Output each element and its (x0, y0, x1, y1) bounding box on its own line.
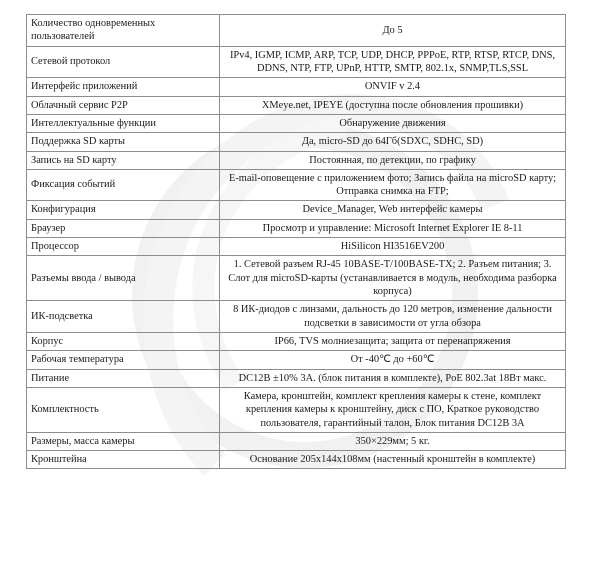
value-cell: IP66, TVS молниезащита; защита от перенапряжения (220, 332, 566, 350)
value-cell: Просмотр и управление: Microsoft Internet Explorer IE 8-11 (220, 219, 566, 237)
table-row (27, 114, 566, 132)
parameter-cell: Разъемы ввода / вывода (27, 256, 220, 301)
value-cell: E-mail-оповещение с приложением фото; Запись файла на microSD карту; Отправка снимка на FTP; (220, 169, 566, 201)
value-cell: IPv4, IGMP, ICMP, ARP, TCP, UDP, DHCP, PPPoE, RTP, RTSP, RTCP, DNS, DDNS, NTP, FTP, UPnP, HTTP, SMTP, 802.1x, SNMP,TLS,SSL (220, 46, 566, 78)
value-cell: Камера, кронштейн, комплект крепления камеры к стене, комплект крепления камеры к кронштейну, диск с ПО, Краткое руководство пользователя, гарантийный талон, Блок питания DC12B 3A (220, 387, 566, 432)
value-cell: Да, micro-SD до 64Гб(SDXC, SDHC, SD) (220, 133, 566, 151)
parameter-cell: Корпус (27, 332, 220, 350)
value-cell: XMeye.net, IPEYE (доступна после обновления прошивки) (220, 96, 566, 114)
parameter-cell: Браузер (27, 219, 220, 237)
table-row (27, 451, 566, 469)
value-cell: ONVIF v 2.4 (220, 78, 566, 96)
specification-table (26, 14, 566, 469)
value-cell: Постоянная, по детекции, по графику (220, 151, 566, 169)
value-cell: 1. Сетевой разъем RJ-45 10BASE-T/100BASE-TX; 2. Разъем питания; 3. Слот для microSD-карты (устанавливается в модуль, необходима разборка корпуса) (220, 256, 566, 301)
parameter-cell: Интеллектуальные функции (27, 114, 220, 132)
table-row (27, 78, 566, 96)
parameter-cell: Рабочая температура (27, 351, 220, 369)
table-row (27, 432, 566, 450)
table-row (27, 133, 566, 151)
table-row (27, 151, 566, 169)
table-row (27, 238, 566, 256)
parameter-cell: Облачный сервис P2P (27, 96, 220, 114)
value-cell: От -40℃ до +60℃ (220, 351, 566, 369)
value-cell: 8 ИК-диодов с линзами, дальность до 120 метров, изменение дальности подсветки в зависимости от угла обзора (220, 301, 566, 333)
table-row (27, 387, 566, 432)
parameter-cell: Процессор (27, 238, 220, 256)
parameter-cell: Кронштейна (27, 451, 220, 469)
value-cell: Обнаружение движения (220, 114, 566, 132)
value-cell: DC12B ±10% 3A. (блок питания в комплекте), PoE 802.3at 18Вт макс. (220, 369, 566, 387)
value-cell: Основание 205x144x108мм (настенный кронштейн в комплекте) (220, 451, 566, 469)
value-cell: HiSilicon HI3516EV200 (220, 238, 566, 256)
table-row (27, 332, 566, 350)
specification-table-body (27, 15, 566, 469)
parameter-cell: Сетевой протокол (27, 46, 220, 78)
parameter-cell: Комплектность (27, 387, 220, 432)
parameter-cell: Конфигурация (27, 201, 220, 219)
specification-table-container (26, 14, 566, 469)
parameter-cell: Размеры, масса камеры (27, 432, 220, 450)
value-cell: 350×229мм; 5 кг. (220, 432, 566, 450)
parameter-cell: Поддержка SD карты (27, 133, 220, 151)
table-row (27, 301, 566, 333)
parameter-cell: Количество одновременных пользователей (27, 15, 220, 47)
parameter-cell: ИК-подсветка (27, 301, 220, 333)
table-row (27, 169, 566, 201)
table-row (27, 351, 566, 369)
table-row (27, 15, 566, 47)
table-row (27, 201, 566, 219)
table-row (27, 96, 566, 114)
parameter-cell: Питание (27, 369, 220, 387)
table-row (27, 46, 566, 78)
table-row (27, 256, 566, 301)
table-row (27, 369, 566, 387)
table-row (27, 219, 566, 237)
value-cell: Device_Manager, Web интерфейс камеры (220, 201, 566, 219)
parameter-cell: Фиксация событий (27, 169, 220, 201)
parameter-cell: Запись на SD карту (27, 151, 220, 169)
value-cell: До 5 (220, 15, 566, 47)
parameter-cell: Интерфейс приложений (27, 78, 220, 96)
